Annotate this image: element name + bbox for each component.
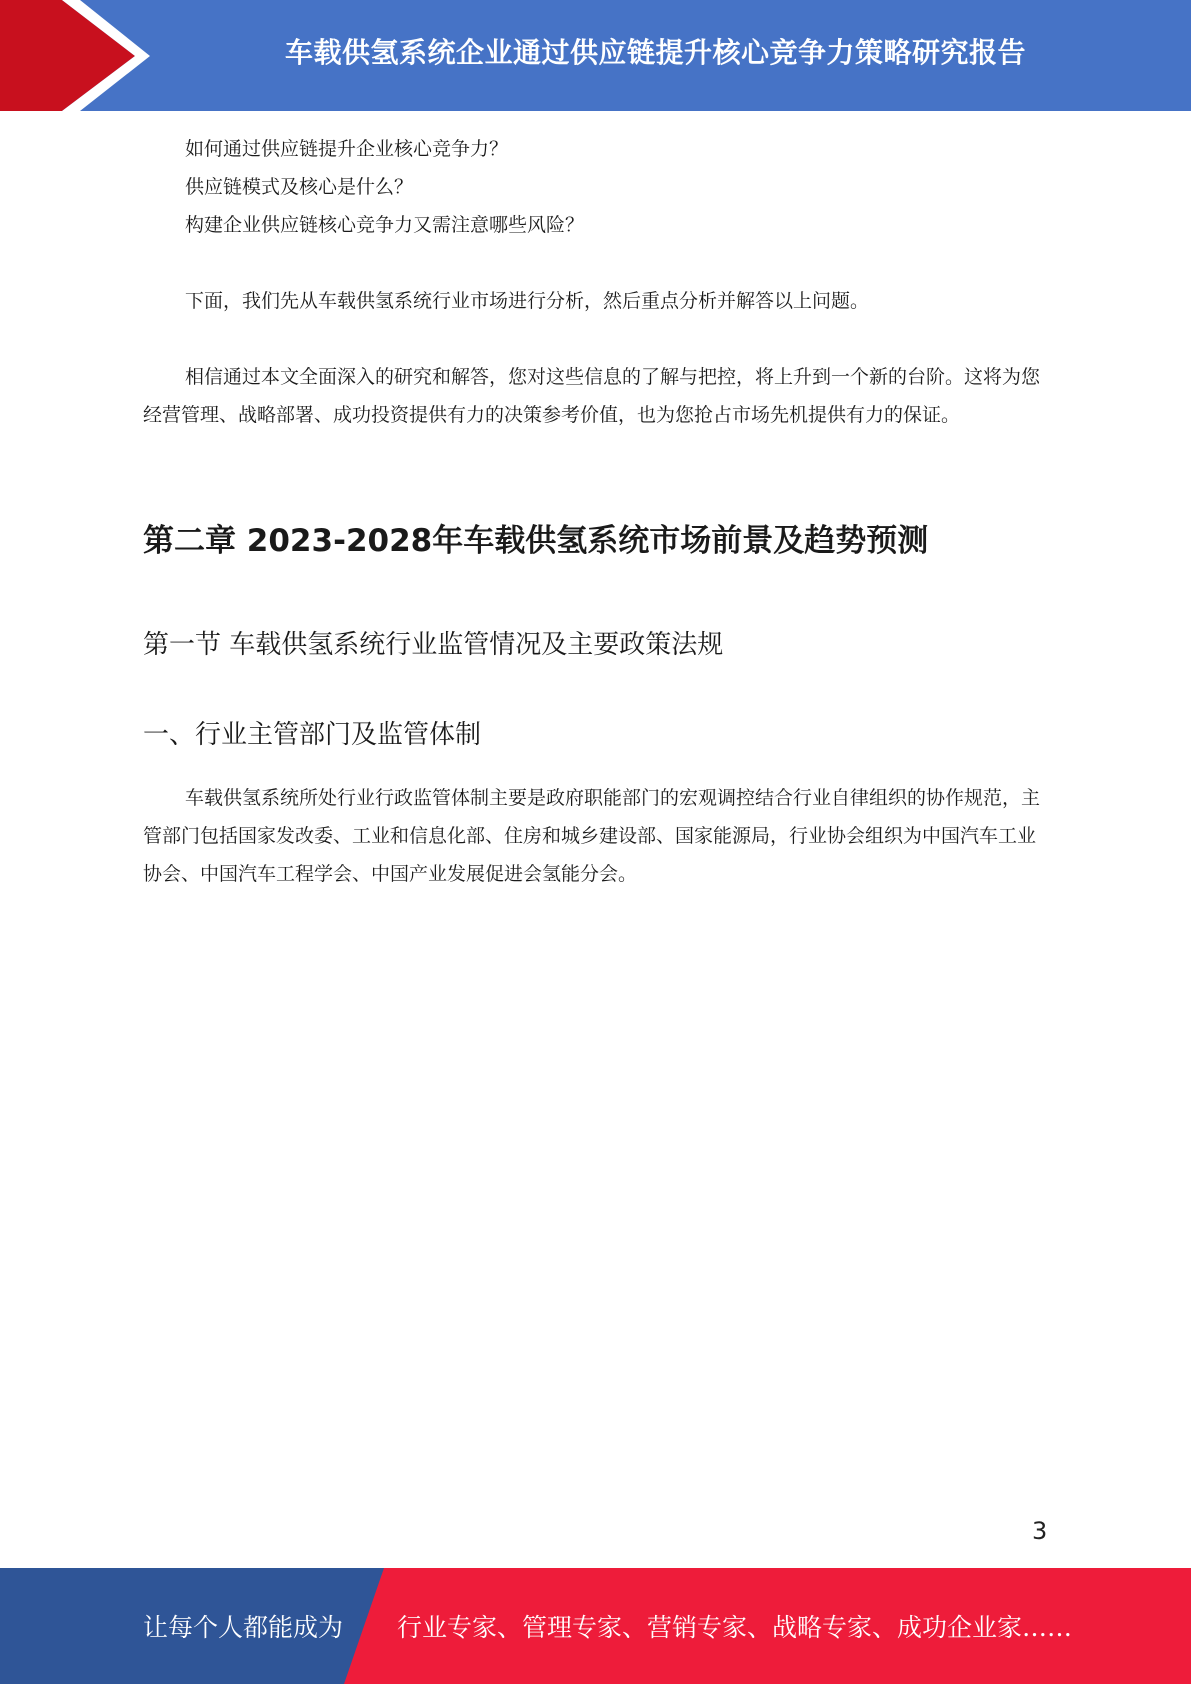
question-2: 供应链模式及核心是什么？ <box>185 176 414 198</box>
body-paragraph: 车载供氢系统所处行业行政监管体制主要是政府职能部门的宏观调控结合行业自律组织的协作规范，主管部门包括国家发改委、工业和信息化部、住房和城乡建设部、国家能源局，行业协会组织为中国汽车工业协会、中国汽车工程学会、中国产业发展促进会氢能分会。 <box>143 787 1041 885</box>
subsection-title: 一、行业主管部门及监管体制 <box>143 720 482 750</box>
chapter-title: 第二章 2023-2028年车载供氢系统市场前景及趋势预测 <box>143 523 929 559</box>
page-footer <box>0 1568 1191 1684</box>
question-1: 如何通过供应链提升企业核心竞争力？ <box>185 138 509 160</box>
intro-section <box>143 130 1048 434</box>
footer-slogan-left: 让每个人都能成为 <box>143 1613 344 1642</box>
section-title: 第一节 车载供氢系统行业监管情况及主要政策法规 <box>143 630 724 660</box>
page-number: 3 <box>1032 1517 1048 1545</box>
body-section <box>143 779 1048 893</box>
intro-paragraph-2: 相信通过本文全面深入的研究和解答，您对这些信息的了解与把控，将上升到一个新的台阶。这将为您经营管理、战略部署、成功投资提供有力的决策参考价值，也为您抢占市场先机提供有力的保证。 <box>143 366 1041 426</box>
question-3: 构建企业供应链核心竞争力又需注意哪些风险？ <box>185 214 585 236</box>
intro-paragraph-1: 下面，我们先从车载供氢系统行业市场进行分析，然后重点分析并解答以上问题。 <box>185 290 870 312</box>
page-header <box>0 0 1191 111</box>
header-title: 车载供氢系统企业通过供应链提升核心竞争力策略研究报告 <box>284 36 1026 69</box>
footer-slogan-right: 行业专家、管理专家、营销专家、战略专家、成功企业家…… <box>397 1613 1073 1642</box>
